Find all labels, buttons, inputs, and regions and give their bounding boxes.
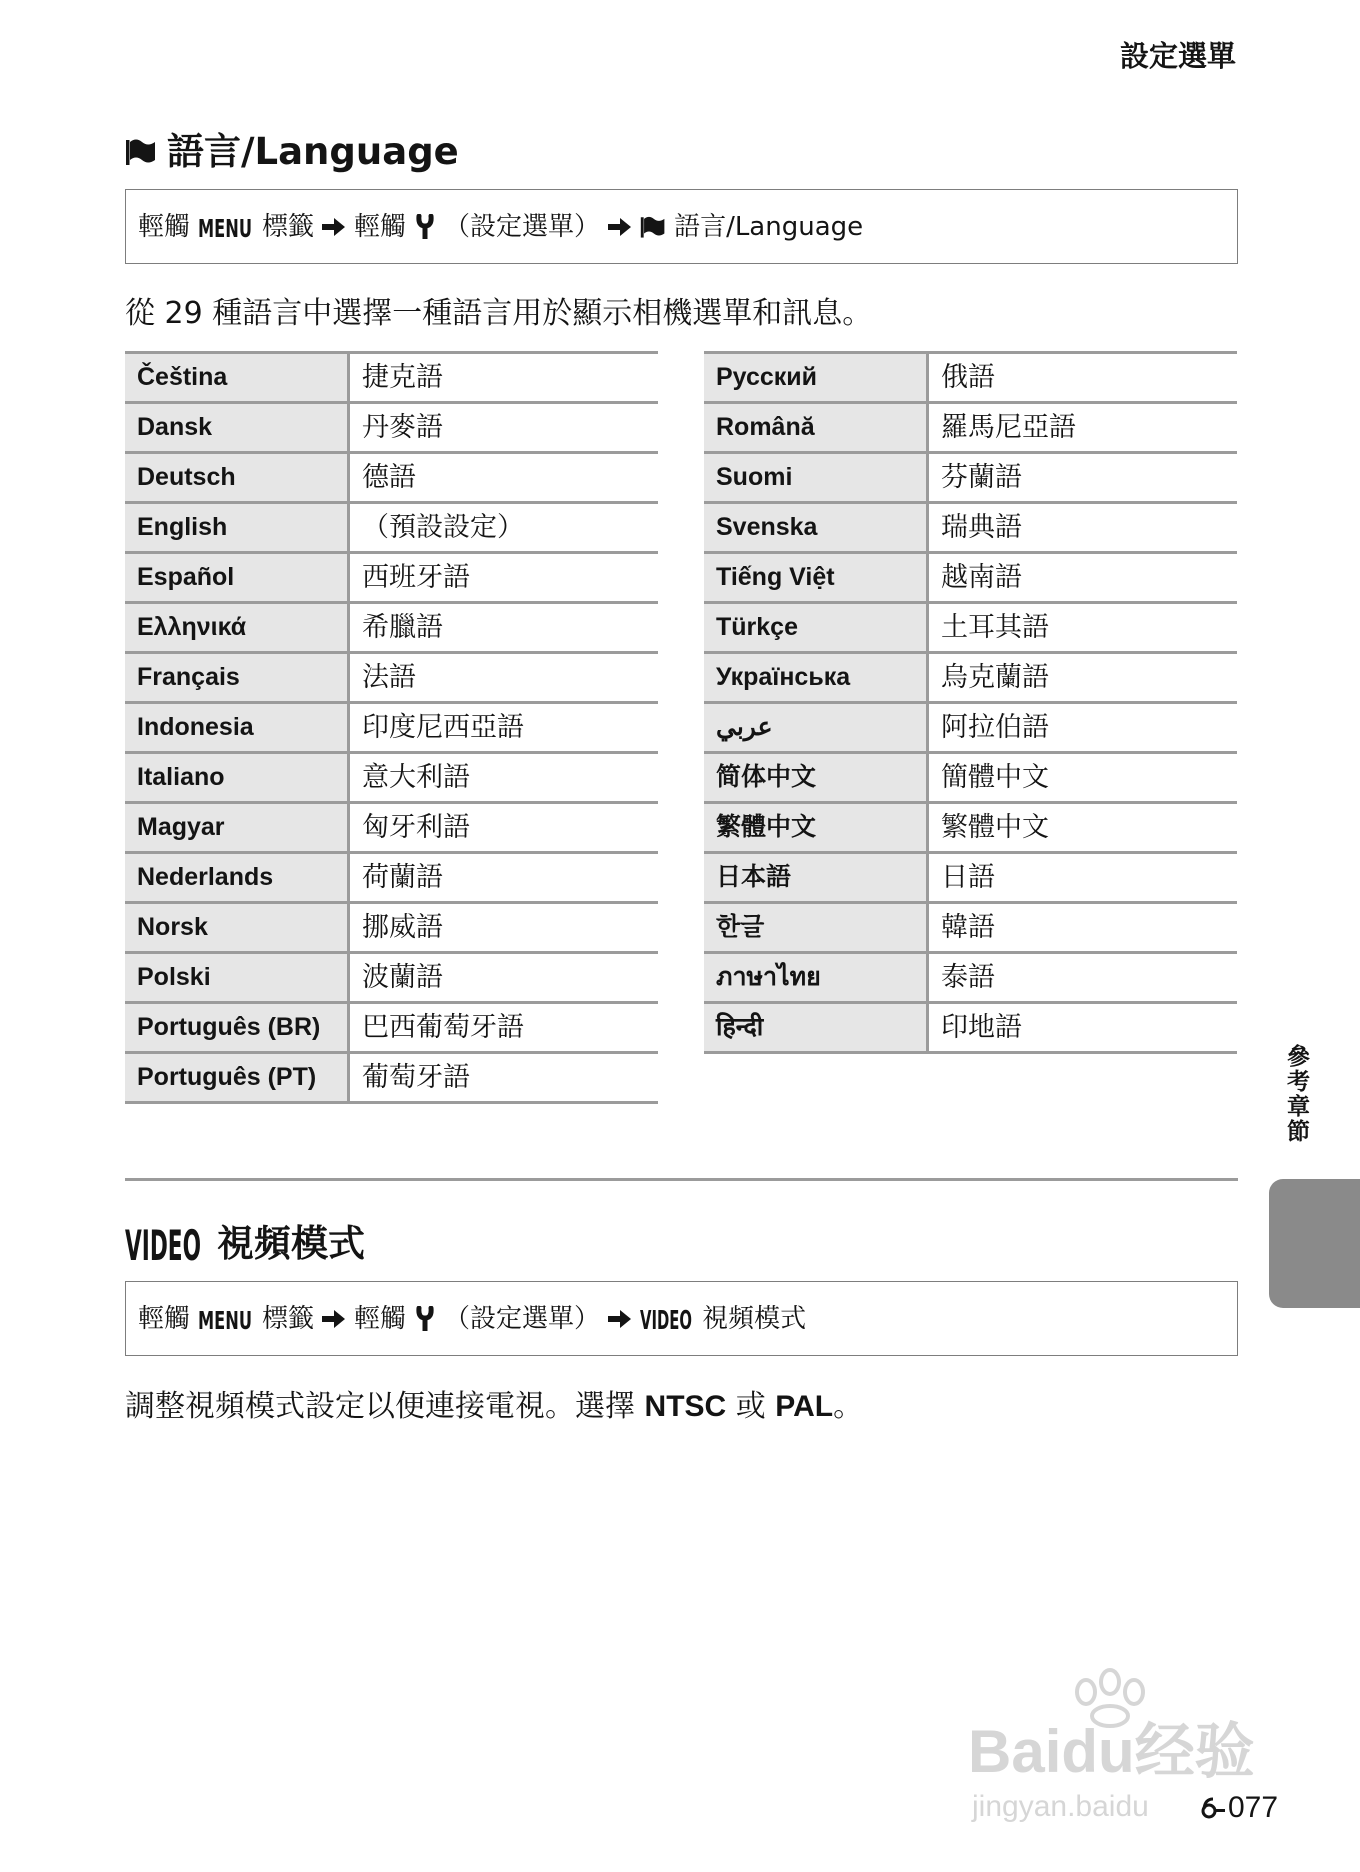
language-chinese-name: 法語 bbox=[362, 662, 416, 693]
watermark-site: jingyan.baidu bbox=[972, 1790, 1149, 1823]
setup-menu-icon bbox=[414, 214, 436, 240]
paw-logo-icon bbox=[1048, 1668, 1178, 1728]
language-native-name: Norsk bbox=[125, 904, 350, 951]
language-native-name: Português (PT) bbox=[125, 1054, 350, 1101]
video-mode-label bbox=[640, 1304, 694, 1334]
language-row bbox=[125, 601, 658, 651]
language-row bbox=[704, 901, 1237, 951]
language-chinese-name: 丹麥語 bbox=[362, 412, 443, 443]
language-native-name: Français bbox=[125, 654, 350, 701]
language-chinese-name: 韓語 bbox=[941, 912, 995, 943]
language-native-name: Ελληνικά bbox=[125, 604, 350, 651]
menu-button-label bbox=[198, 1304, 254, 1334]
language-row bbox=[125, 901, 658, 951]
arrow-right-icon bbox=[608, 1308, 632, 1330]
language-row bbox=[704, 751, 1237, 801]
language-chinese-name: 越南語 bbox=[941, 562, 1022, 593]
language-native-name: Nederlands bbox=[125, 854, 350, 901]
video-word: VIDEO bbox=[640, 1305, 693, 1334]
menu-word: MENU bbox=[198, 1305, 253, 1334]
language-native-name: Indonesia bbox=[125, 704, 350, 751]
arrow-right-icon bbox=[608, 216, 632, 238]
video-section-title bbox=[125, 1220, 365, 1268]
language-chinese-name: 挪威語 bbox=[362, 912, 443, 943]
path-tab-text: 標籤 bbox=[262, 211, 315, 242]
language-row bbox=[125, 751, 658, 801]
watermark-brand-part: Bai bbox=[968, 1718, 1062, 1785]
language-native-name: Português (BR) bbox=[125, 1004, 350, 1051]
video-word: VIDEO bbox=[125, 1221, 201, 1267]
language-chinese-name: 匈牙利語 bbox=[362, 812, 470, 843]
path-tap-again-text: 輕觸 bbox=[354, 1303, 407, 1334]
pal-option: PAL bbox=[775, 1390, 834, 1423]
language-row bbox=[125, 1051, 658, 1101]
language-chinese-name: 烏克蘭語 bbox=[941, 662, 1049, 693]
arrow-right-icon bbox=[322, 1308, 346, 1330]
language-table-right bbox=[704, 351, 1237, 1054]
language-menu-path bbox=[125, 189, 1238, 264]
language-native-name: हिन्दी bbox=[704, 1004, 929, 1051]
setup-menu-icon bbox=[414, 1306, 436, 1332]
language-native-name: Čeština bbox=[125, 354, 350, 401]
language-chinese-name: 西班牙語 bbox=[362, 562, 470, 593]
language-native-name: Русский bbox=[704, 354, 929, 401]
watermark-brand-part: 经验 bbox=[1134, 1718, 1255, 1785]
language-row bbox=[704, 1001, 1237, 1051]
language-chinese-name: 印地語 bbox=[941, 1012, 1022, 1043]
language-row bbox=[125, 501, 658, 551]
reference-icon bbox=[1200, 1795, 1226, 1821]
language-row bbox=[704, 401, 1237, 451]
language-row bbox=[125, 801, 658, 851]
video-description bbox=[125, 1385, 863, 1429]
language-row bbox=[704, 651, 1237, 701]
language-row bbox=[125, 551, 658, 601]
language-chinese-name: 阿拉伯語 bbox=[941, 712, 1049, 743]
video-description-text: 或 bbox=[726, 1389, 776, 1424]
menu-word: MENU bbox=[198, 213, 253, 242]
language-row bbox=[125, 701, 658, 751]
section-header: 設定選單 bbox=[1119, 39, 1236, 73]
language-chinese-name: 土耳其語 bbox=[941, 612, 1049, 643]
video-mode-label bbox=[125, 1221, 203, 1267]
page-number bbox=[1200, 1790, 1278, 1826]
language-native-name: Suomi bbox=[704, 454, 929, 501]
path-target-text: 視頻模式 bbox=[702, 1303, 807, 1334]
language-chinese-name: 葡萄牙語 bbox=[362, 1062, 470, 1093]
video-menu-path bbox=[125, 1281, 1238, 1356]
language-row bbox=[125, 851, 658, 901]
ntsc-option: NTSC bbox=[644, 1390, 727, 1423]
language-row bbox=[125, 951, 658, 1001]
language-chinese-name: 希臘語 bbox=[362, 612, 443, 643]
language-native-name: Türkçe bbox=[704, 604, 929, 651]
language-native-name: Dansk bbox=[125, 404, 350, 451]
path-tap-again-text: 輕觸 bbox=[354, 211, 407, 242]
language-row bbox=[704, 551, 1237, 601]
watermark-brand bbox=[968, 1720, 1255, 1784]
language-native-name: Magyar bbox=[125, 804, 350, 851]
page-number-text: 077 bbox=[1228, 1791, 1279, 1824]
path-target-text: 語言/Language bbox=[674, 211, 864, 242]
language-icon bbox=[125, 136, 157, 168]
language-chinese-name: 簡體中文 bbox=[941, 762, 1049, 793]
language-native-name: English bbox=[125, 504, 350, 551]
language-row bbox=[704, 351, 1237, 401]
language-row bbox=[704, 451, 1237, 501]
path-tap-text: 輕觸 bbox=[138, 1303, 191, 1334]
language-row bbox=[704, 601, 1237, 651]
path-setup-menu-text: （設定選單） bbox=[444, 211, 601, 242]
language-description: 從 29 種語言中選擇一種語言用於顯示相機選單和訊息。 bbox=[125, 296, 873, 331]
language-native-name: Polski bbox=[125, 954, 350, 1001]
language-native-name: 简体中文 bbox=[704, 754, 929, 801]
language-native-name: Română bbox=[704, 404, 929, 451]
language-native-name: 한글 bbox=[704, 904, 929, 951]
language-row bbox=[125, 1001, 658, 1051]
language-chinese-name: 日語 bbox=[941, 862, 995, 893]
path-tap-text: 輕觸 bbox=[138, 211, 191, 242]
language-native-name: Español bbox=[125, 554, 350, 601]
language-chinese-name: （預設設定） bbox=[362, 512, 524, 543]
language-row bbox=[125, 451, 658, 501]
language-chinese-name: 巴西葡萄牙語 bbox=[362, 1012, 524, 1043]
video-description-text: 。 bbox=[833, 1389, 864, 1424]
language-native-name: عربي bbox=[704, 704, 929, 751]
path-setup-menu-text: （設定選單） bbox=[444, 1303, 601, 1334]
arrow-right-icon bbox=[322, 216, 346, 238]
language-native-name: Deutsch bbox=[125, 454, 350, 501]
video-description-text: 調整視頻模式設定以便連接電視。選擇 bbox=[125, 1389, 645, 1424]
language-native-name: 繁體中文 bbox=[704, 804, 929, 851]
language-chinese-name: 泰語 bbox=[941, 962, 995, 993]
language-chinese-name: 瑞典語 bbox=[941, 512, 1022, 543]
language-title-text: 語言/Language bbox=[167, 130, 459, 173]
language-row bbox=[704, 701, 1237, 751]
language-row bbox=[704, 501, 1237, 551]
language-native-name: ภาษาไทย bbox=[704, 954, 929, 1001]
language-chinese-name: 芬蘭語 bbox=[941, 462, 1022, 493]
language-chinese-name: 荷蘭語 bbox=[362, 862, 443, 893]
language-native-name: 日本語 bbox=[704, 854, 929, 901]
language-row bbox=[125, 651, 658, 701]
path-tab-text: 標籤 bbox=[262, 1303, 315, 1334]
video-title-text: 視頻模式 bbox=[217, 1222, 365, 1265]
language-row bbox=[125, 351, 658, 401]
language-icon bbox=[640, 214, 666, 240]
language-chinese-name: 德語 bbox=[362, 462, 416, 493]
language-chinese-name: 捷克語 bbox=[362, 362, 443, 393]
language-native-name: Tiếng Việt bbox=[704, 554, 929, 601]
side-tab bbox=[1269, 1179, 1360, 1308]
language-chinese-name: 羅馬尼亞語 bbox=[941, 412, 1076, 443]
language-section-title bbox=[125, 128, 459, 176]
section-divider bbox=[125, 1178, 1238, 1181]
language-native-name: Italiano bbox=[125, 754, 350, 801]
language-native-name: Svenska bbox=[704, 504, 929, 551]
language-chinese-name: 意大利語 bbox=[362, 762, 470, 793]
language-chinese-name: 俄語 bbox=[941, 362, 995, 393]
language-row bbox=[704, 851, 1237, 901]
language-native-name: Українська bbox=[704, 654, 929, 701]
language-row bbox=[125, 401, 658, 451]
language-row bbox=[704, 951, 1237, 1001]
language-chinese-name: 波蘭語 bbox=[362, 962, 443, 993]
watermark-brand-part: du bbox=[1061, 1718, 1135, 1785]
language-chinese-name: 繁體中文 bbox=[941, 812, 1049, 843]
language-chinese-name: 印度尼西亞語 bbox=[362, 712, 524, 743]
language-row bbox=[704, 801, 1237, 851]
language-table-left bbox=[125, 351, 658, 1104]
side-tab-label: 參考章節 bbox=[1283, 1044, 1309, 1144]
menu-button-label bbox=[198, 212, 254, 242]
